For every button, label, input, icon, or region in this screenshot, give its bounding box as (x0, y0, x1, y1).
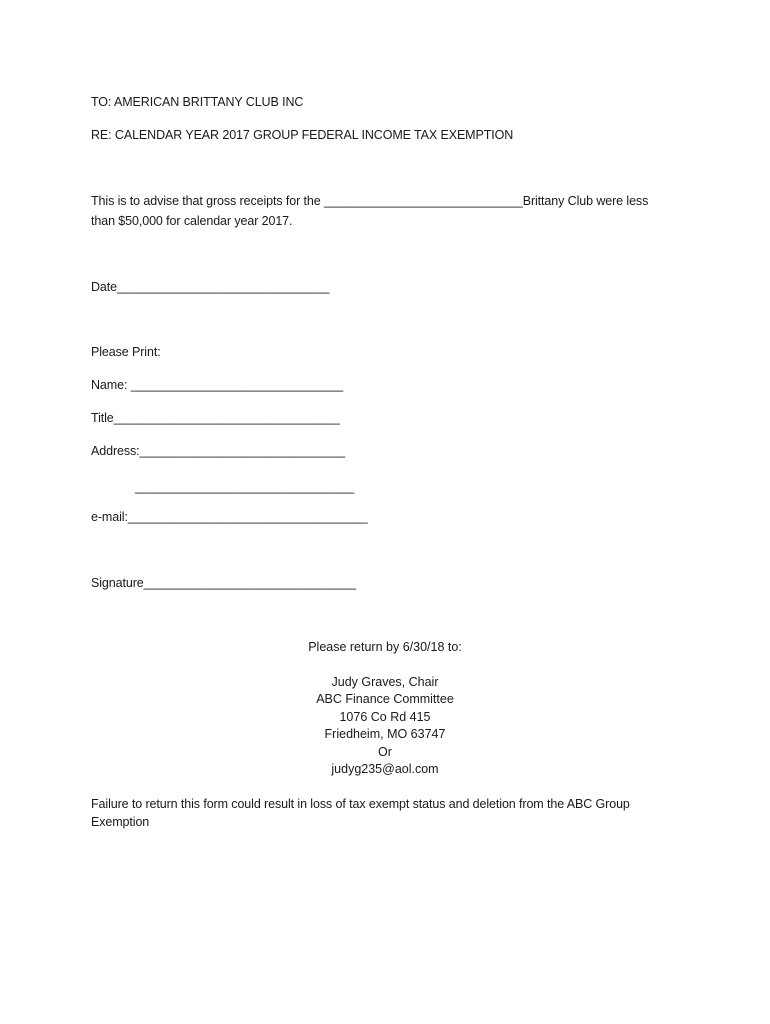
re-line: RE: CALENDAR YEAR 2017 GROUP FEDERAL INCOME TAX EXEMPTION (91, 128, 514, 142)
please-print-label: Please Print: (91, 345, 161, 359)
advise-text-line-2: than $50,000 for calendar year 2017. (91, 214, 293, 228)
address-field[interactable]: Address:______________________________ (91, 444, 346, 458)
advise-text-line-1: This is to advise that gross receipts for the _____________________________Brittany Club were less (91, 194, 649, 208)
signature-field[interactable]: Signature_______________________________ (91, 576, 357, 590)
name-field[interactable]: Name: _______________________________ (91, 378, 344, 392)
return-email: judyg235@aol.com (331, 762, 439, 776)
return-street: 1076 Co Rd 415 (339, 709, 431, 724)
address-line-2-field[interactable]: ________________________________ (135, 480, 355, 494)
email-field[interactable]: e-mail:___________________________________ (91, 510, 368, 524)
return-contact-name: Judy Graves, Chair (331, 674, 439, 689)
warning-line-2: Exemption (91, 815, 150, 829)
return-committee: ABC Finance Committee (316, 692, 454, 706)
return-heading: Please return by 6/30/18 to: (308, 640, 462, 654)
return-or: Or (378, 744, 392, 759)
warning-line-1: Failure to return this form could result in loss of tax exempt status and deletion from the ABC Group (91, 797, 630, 811)
to-line: TO: AMERICAN BRITTANY CLUB INC (91, 95, 304, 109)
return-city: Friedheim, MO 63747 (324, 727, 446, 741)
date-field[interactable]: Date_______________________________ (91, 280, 330, 294)
title-field[interactable]: Title_________________________________ (91, 411, 340, 425)
return-address-block (0, 639, 770, 779)
